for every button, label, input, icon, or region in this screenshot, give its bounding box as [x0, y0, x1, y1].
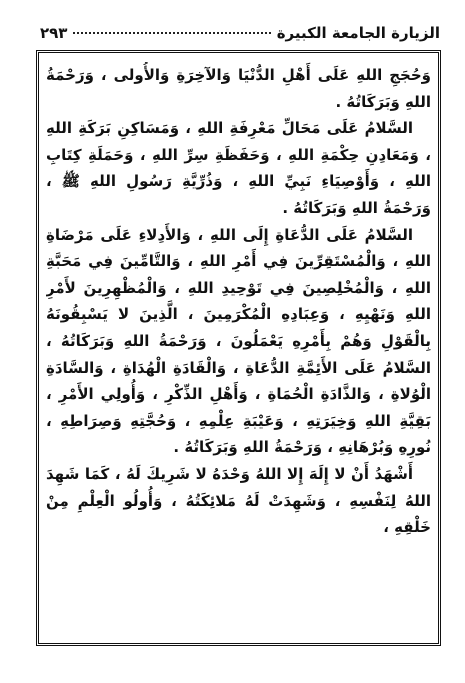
paragraph-1: وَحُجَجِ اللهِ عَلَى أَهْلِ الدُّنْيَا وَالآخِرَةِ وَالأُولى ، وَرَحْمَةُ اللهِ وَبَرَكَاتُهُ .	[46, 66, 431, 111]
header-title: الزيارة الجامعة الكبيرة	[276, 24, 440, 42]
header-dotted-leader	[73, 32, 270, 34]
paragraph-2: السَّلامُ عَلَى مَحَالِّ مَعْرِفَةِ اللهِ ، وَمَسَاكِنِ بَرَكَةِ اللهِ ، وَمَعَادِنِ حِكْمَةِ اللهِ ، وَحَفَظَةِ سِرِّ اللهِ ، وَحَمَلَةِ كِتَابِ اللهِ ، وَأَوْصِيَاءِ نَبِيِّ اللهِ ، وَذُرِّيَّةِ رَسُولِ اللهِ ﷺ ، وَرَحْمَةُ اللهِ وَبَرَكَاتُهُ .	[46, 119, 431, 217]
paragraph-3: السَّلامُ عَلَى الدُّعَاةِ إِلَى اللهِ ، وَالأَدِلاءِ عَلَى مَرْضَاةِ اللهِ ، وَالْمُسْتَقِرِّينَ فِي أَمْرِ اللهِ ، وَالتَّامِّينَ فِي مَحَبَّةِ اللهِ ، وَالْمُخْلِصِينَ فِي تَوْحِيدِ اللهِ ، وَالْمُظْهِرِينَ لأَمْرِ اللهِ وَنَهْيِهِ ، وَعِبَادِهِ الْمُكْرَمِينَ ، الَّذِينَ لا يَسْبِقُونَهُ بِالْقَوْلِ وَهُمْ بِأَمْرِهِ يَعْمَلُونَ ، وَرَحْمَةُ اللهِ وَبَرَكَاتُهُ ، السَّلامُ عَلَى الأَئِمَّةِ الدُّعَاةِ ، وَالْقَادَةِ الْهُدَاةِ ، وَالسَّادَةِ الْوُلاةِ ، وَالذَّادَةِ الْحُمَاةِ ، وَأَهْلِ الذِّكْرِ ، وَأُولِي الأَمْرِ ، بَقِيَّةِ اللهِ وَخِيَرَتِهِ ، وَعَيْبَةِ عِلْمِهِ ، وَحُجَّتِهِ وَصِرَاطِهِ ، نُورِهِ وَبُرْهَانِهِ ، وَرَحْمَةُ اللهِ وَبَرَكَاتُهُ .	[46, 225, 431, 457]
page-number: ٢٩٣	[40, 24, 68, 42]
page-body	[46, 62, 431, 640]
paragraph-4: أَشْهَدُ أَنْ لا إِلَهَ إِلا اللهُ وَحْدَهُ لا شَرِيكَ لَهُ ، كَمَا شَهِدَ اللهُ لِنَفْسِهِ ، وَشَهِدَتْ لَهُ مَلائِكَتُهُ ، وَأُولُو الْعِلْمِ مِنْ خَلْقِهِ ،	[46, 464, 431, 537]
running-header	[40, 20, 440, 46]
